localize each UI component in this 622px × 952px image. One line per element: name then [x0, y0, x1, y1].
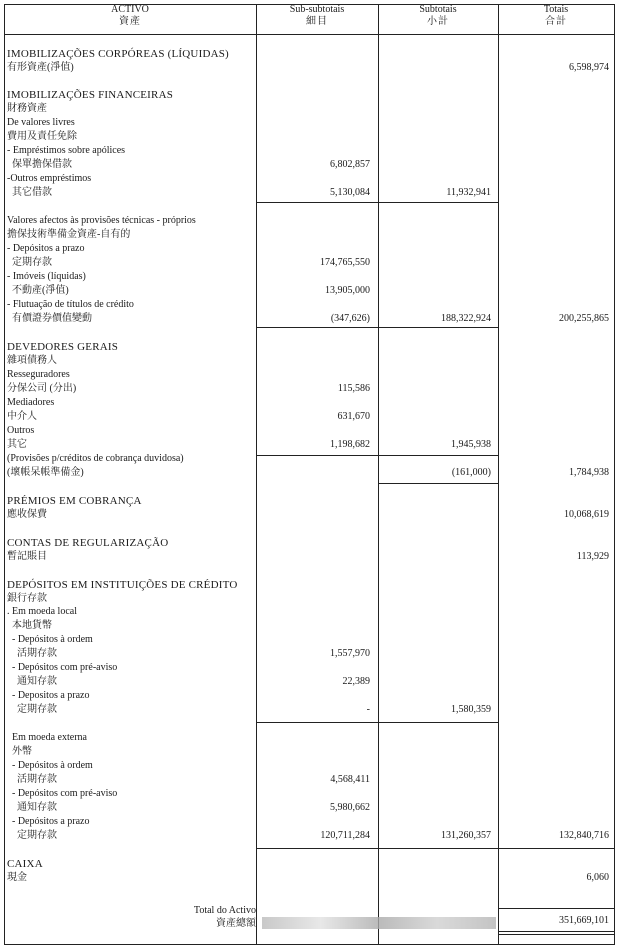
section-heading: DEPÓSITOS EM INSTITUIÇÕES DE CRÉDITO [7, 579, 238, 591]
ledger-row [4, 815, 615, 829]
section-heading: CAIXA [7, 858, 43, 870]
subsubtotal-rule [257, 327, 378, 328]
ledger-row [4, 256, 615, 270]
row-label: - Depósitos à ordem [7, 634, 93, 645]
row-label: 現金 [7, 872, 27, 883]
row-label: - Depósitos com pré-aviso [7, 662, 118, 673]
header-tot-pt: Totais [543, 4, 569, 15]
row-label: - Depósitos com pré-aviso [7, 788, 118, 799]
ledger-row [4, 410, 615, 424]
row-label: - Depositos a prazo [7, 690, 90, 701]
row-label: 其它借款 [7, 187, 52, 198]
ledger-row [4, 144, 615, 158]
row-label: 不動產(淨值) [7, 285, 69, 296]
row-label: Em moeda externa [7, 732, 87, 743]
subsubtotal-value: 22,389 [342, 676, 370, 687]
row-label: 財務資產 [7, 103, 47, 114]
row-label: Outros [7, 425, 35, 436]
total-value: 1,784,938 [569, 467, 609, 478]
subtotal-rule [379, 327, 498, 328]
section-heading: DEVEDORES GERAIS [7, 341, 119, 353]
row-label: 中介人 [7, 411, 37, 422]
header-bottom-border [4, 34, 615, 35]
subtotal-value: 188,322,924 [441, 313, 491, 324]
subtotal-rule [379, 848, 498, 849]
row-label: - Depósitos a prazo [7, 816, 90, 827]
subtotal-value: 1,580,359 [451, 704, 491, 715]
row-label: (Provisões p/créditos de cobrança duvidosa) [7, 453, 184, 464]
subsubtotal-rule [257, 202, 378, 203]
section-heading-row [4, 88, 615, 102]
total-label-pt: Total do Activo [193, 905, 256, 916]
ledger-row [4, 186, 615, 200]
subsubtotal-value: - [366, 704, 370, 715]
total-value: 200,255,865 [559, 313, 609, 324]
total-double-rule-1 [499, 931, 614, 932]
row-label: . Em moeda local [7, 606, 77, 617]
ledger-row [4, 396, 615, 410]
row-label: 擔保技術準備金資產-自有的 [7, 229, 131, 240]
total-value: 6,060 [586, 872, 609, 883]
subtotal-rule [379, 455, 498, 456]
header-activo-zh: 資產 [119, 16, 141, 27]
ledger-row [4, 787, 615, 801]
ledger-row [4, 550, 615, 564]
total-value: 113,929 [576, 551, 609, 562]
section-heading-row [4, 536, 615, 550]
ledger-row [4, 102, 615, 116]
subsubtotal-value: (347,626) [330, 313, 370, 324]
subtotal-value: 131,260,357 [441, 830, 491, 841]
header-activo [4, 4, 256, 34]
total-value: 351,669,101 [559, 915, 609, 926]
ledger-row [4, 61, 615, 75]
ledger-row [4, 745, 615, 759]
row-label: 有形資產(淨值) [7, 62, 74, 73]
section-heading-row [4, 340, 615, 354]
header-activo-pt: ACTIVO [111, 4, 149, 15]
row-label: 活期存款 [7, 774, 57, 785]
total-top-rule [499, 908, 614, 909]
row-label: 應收保費 [7, 509, 47, 520]
header-sub-pt: Subtotais [419, 4, 457, 15]
ledger-row [4, 619, 615, 633]
ledger-row [4, 829, 615, 843]
row-label: (壞帳呆帳準備金) [7, 467, 84, 478]
row-label: 定期存款 [7, 257, 52, 268]
total-value: 10,068,619 [564, 509, 609, 520]
ledger-row [4, 689, 615, 703]
header-tot-zh: 合計 [545, 16, 567, 27]
ledger-row [4, 284, 615, 298]
ledger-row [4, 508, 615, 522]
section-heading-row [4, 857, 615, 871]
ledger-row [4, 801, 615, 815]
total-rule [499, 848, 614, 849]
ledger-row [4, 116, 615, 130]
header-sub-zh: 小計 [427, 16, 449, 27]
ledger-row [4, 312, 615, 326]
ledger-row [4, 675, 615, 689]
row-label: De valores livres [7, 117, 75, 128]
row-label: 定期存款 [7, 830, 57, 841]
ledger-row [4, 592, 615, 606]
ledger-row [4, 647, 615, 661]
ledger-row [4, 172, 615, 186]
table-bottom-border [4, 944, 615, 945]
ledger-row [4, 466, 615, 480]
section-heading-row [4, 47, 615, 61]
row-label: - Flutuação de títulos de crédito [7, 299, 134, 310]
row-label: 銀行存款 [7, 593, 47, 604]
header-subsubtotais [256, 4, 378, 34]
subsubtotal-value: 13,905,000 [325, 285, 370, 296]
header-totais [498, 4, 614, 34]
ledger-row [4, 731, 615, 745]
subtotal-rule [379, 202, 498, 203]
subtotal-value: 11,932,941 [446, 187, 491, 198]
row-label: 有價證券價值變動 [7, 313, 92, 324]
row-label: 通知存款 [7, 802, 57, 813]
total-label-zh: 資產總額 [216, 918, 256, 929]
subsubtotal-value: 1,198,682 [330, 439, 370, 450]
header-subtotais [378, 4, 498, 34]
ledger-row [4, 871, 615, 885]
row-label: 雜項債務人 [7, 355, 57, 366]
total-value: 6,598,974 [569, 62, 609, 73]
subsubtotal-value: 115,586 [337, 383, 370, 394]
subsubtotal-value: 1,557,970 [330, 648, 370, 659]
ledger-row [4, 438, 615, 452]
row-label: 其它 [7, 439, 27, 450]
subsubtotal-rule [257, 722, 378, 723]
section-heading-row [4, 494, 615, 508]
ledger-row [4, 298, 615, 312]
row-label: - Empréstimos sobre apólices [7, 145, 126, 156]
subsubtotal-value: 631,670 [337, 411, 370, 422]
section-heading: IMOBILIZAÇÕES FINANCEIRAS [7, 89, 174, 101]
ledger-row [4, 424, 615, 438]
subsubtotal-value: 174,765,550 [320, 257, 370, 268]
row-label: Resseguradores [7, 369, 70, 380]
ledger-row [4, 382, 615, 396]
ledger-row [4, 633, 615, 647]
subtotal-value: (161,000) [451, 467, 491, 478]
subsubtotal-value: 5,130,084 [330, 187, 370, 198]
ledger-row [4, 703, 615, 717]
ledger-row [4, 661, 615, 675]
ledger-row [4, 368, 615, 382]
subsubtotal-value: 4,568,411 [330, 774, 370, 785]
ledger-row [4, 270, 615, 284]
ledger-row [4, 354, 615, 368]
ledger-row [4, 759, 615, 773]
total-row [4, 914, 615, 928]
balance-sheet [4, 4, 615, 945]
subsubtotal-rule [257, 848, 378, 849]
row-label: 費用及責任免除 [7, 131, 77, 142]
subsubtotal-value: 120,711,284 [320, 830, 370, 841]
row-label: - Depósitos a prazo [7, 243, 85, 254]
ledger-row [4, 158, 615, 172]
row-label: 活期存款 [7, 648, 57, 659]
row-label: 暫記賬目 [7, 551, 47, 562]
subsubtotal-value: 6,802,857 [330, 159, 370, 170]
subtotal-rule [379, 722, 498, 723]
ledger-row [4, 242, 615, 256]
section-heading-row [4, 578, 615, 592]
row-label: 保單擔保借款 [7, 159, 72, 170]
ledger-row [4, 773, 615, 787]
total-value: 132,840,716 [559, 830, 609, 841]
row-label: 分保公司 (分出) [7, 383, 77, 394]
subsubtotal-rule [257, 455, 378, 456]
section-heading: IMOBILIZAÇÕES CORPÓREAS (LÍQUIDAS) [7, 48, 229, 60]
subtotal-value: 1,945,938 [451, 439, 491, 450]
row-label: 外幣 [7, 746, 32, 757]
ledger-row [4, 605, 615, 619]
ledger-row [4, 214, 615, 228]
row-label: Valores afectos às provisões técnicas - próprios [7, 215, 196, 226]
header-subsub-pt: Sub-subtotais [289, 4, 345, 15]
total-double-rule-2 [499, 934, 614, 935]
header-subsub-zh: 細目 [306, 16, 328, 27]
ledger-row [4, 130, 615, 144]
row-label: -Outros empréstimos [7, 173, 92, 184]
section-heading: CONTAS DE REGULARIZAÇÃO [7, 537, 169, 549]
row-label: - Depósitos à ordem [7, 760, 93, 771]
row-label: - Imóveis (líquidas) [7, 271, 86, 282]
row-label: 通知存款 [7, 676, 57, 687]
section-heading: PRÉMIOS EM COBRANÇA [7, 495, 142, 507]
subsubtotal-value: 5,980,662 [330, 802, 370, 813]
row-label: Mediadores [7, 397, 55, 408]
ledger-row [4, 228, 615, 242]
row-label: 定期存款 [7, 704, 57, 715]
subtotal-rule [379, 483, 498, 484]
row-label: 本地貨幣 [7, 620, 52, 631]
